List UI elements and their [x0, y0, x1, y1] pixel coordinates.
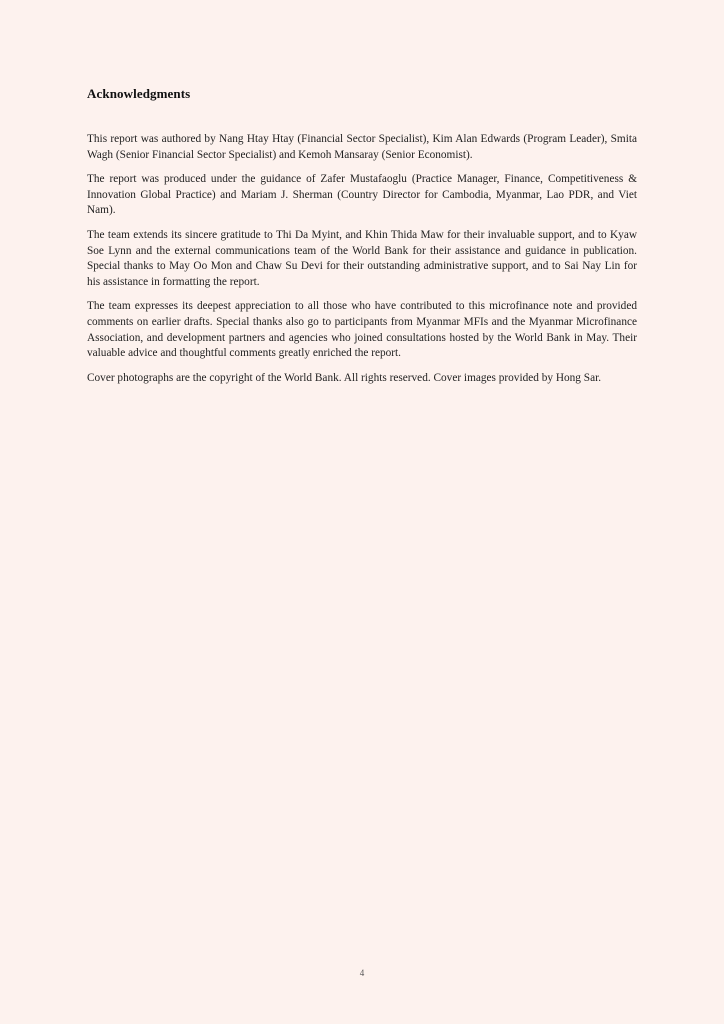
- page-content: [87, 86, 637, 395]
- acknowledgments-heading: Acknowledgments: [87, 86, 191, 101]
- paragraph-cover-photographs: Cover photographs are the copyright of the World Bank. All rights reserved. Cover images provided by Hong Sar.: [87, 371, 602, 384]
- paragraph-gratitude: The team extends its sincere gratitude to Thi Da Myint, and Khin Thida Maw for their invaluable support, and to Kyaw Soe Lynn and the external communications team of the World Bank for their assistance and guidance in publication. Special thanks to May Oo Mon and Chaw Su Devi for their outstanding administrative support, and to Sai Nay Lin for his assistance in formatting the report.: [87, 228, 637, 288]
- paragraph-appreciation: The team expresses its deepest appreciation to all those who have contributed to this microfinance note and provided comments on earlier drafts. Special thanks also go to participants from Myanmar MFIs and the Myanmar Microfinance Association, and development partners and agencies who joined consultations hosted by the World Bank in May. Their valuable advice and thoughtful comments greatly enriched the report.: [87, 300, 637, 360]
- paragraph-authors: This report was authored by Nang Htay Htay (Financial Sector Specialist), Kim Alan Edwards (Program Leader), Smita Wagh (Senior Financial Sector Specialist) and Kemoh Mansaray (Senior Economist).: [87, 133, 637, 161]
- page-number: 4: [359, 968, 365, 978]
- paragraph-guidance: The report was produced under the guidance of Zafer Mustafaoglu (Practice Manager, Finance, Competitiveness & Innovation Global Practice) and Mariam J. Sherman (Country Director for Cambodia, Myanmar, Lao PDR, and Viet Nam).: [87, 173, 637, 217]
